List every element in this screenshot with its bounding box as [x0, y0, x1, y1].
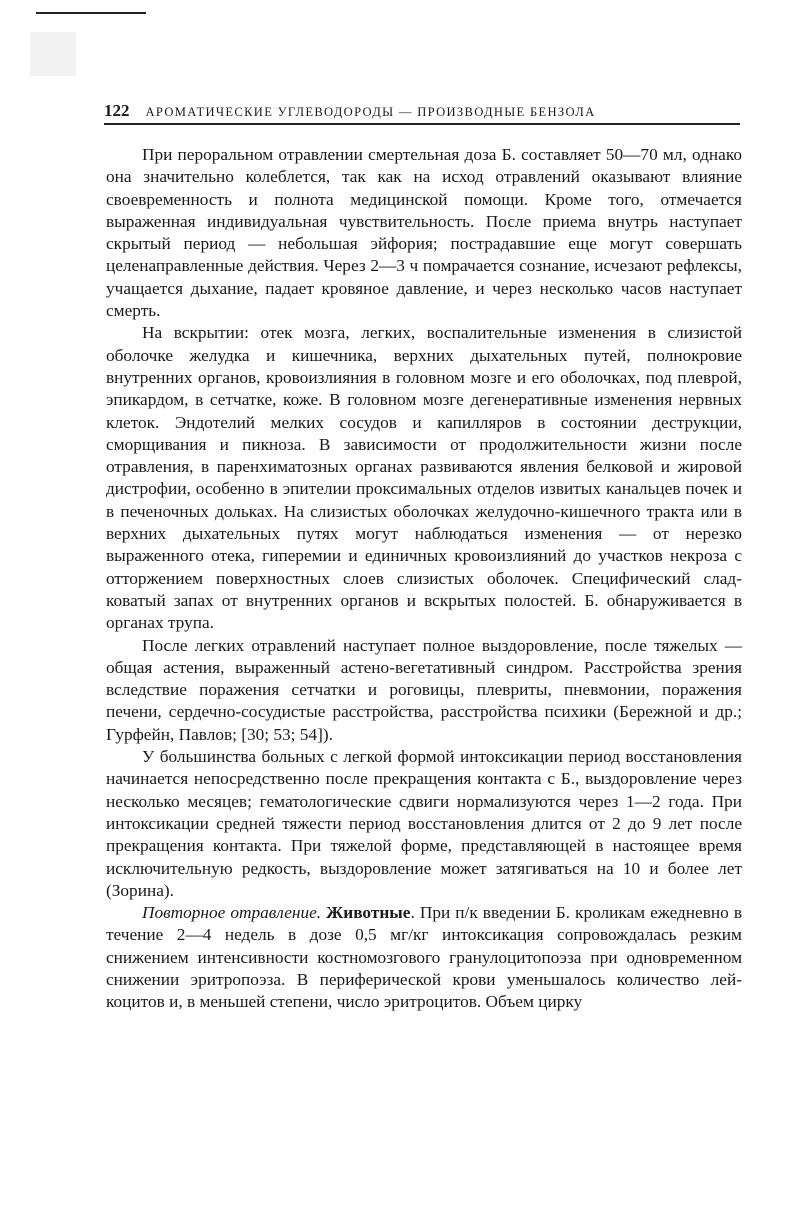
page-number: 122 — [104, 101, 130, 120]
running-head — [104, 101, 740, 125]
top-rule — [36, 12, 146, 14]
paragraph-autopsy: На вскрытии: отек мозга, легких, воспалительные изменения в слизистой оболочке желудка и кишечника, верхних дыхательных путей, полнокровие внутренних органов, кровоизлияния в головном мозге и его оболочках, под плеврой, эпикардом, в сетчатке, коже. В головном мозге дегенеративные изменения нервных клеток. Эндотелий мелких сосудов и капилляров в состоянии деструкции, сморщивания и пикноза. В зависимости от продолжительности жизни после отравления, в паренхиматозных органах развиваются явления белковой и жировой дистрофии, особенно в эпителии проксимальных отделов извитых канальцев почек и в печеночных дольках. На слизистых оболочках желудочно-кишечного тракта или в верхних дыхательных путях могут наблюдаться изменения — от нерезко выраженного отека, гиперемии и единичных кровоизлияний до участков некроза с отторжением поверхностных слоев слизистых оболочек. Специфический сладковатый запах от внутренних органов и вскрытых полостей. Б. обнаруживается в органах трупа. — [106, 323, 742, 633]
section-lead-italic: Повторное отравление. — [142, 903, 322, 923]
page-body — [106, 144, 742, 1014]
paragraph-repeated-text: . При п/к введении Б. кроликам ежедневно в течение 2—4 недель в дозе 0,5 мг/кг интоксикация сопровождалась резким снижением интенсивности костномозгового гранулоцитопоэза при одновременном снижении эритропоэза. В периферической крови уменьшалось количество лейкоцитов и, в меньшей степени, число эритроцитов. Объем цирку — [106, 903, 742, 1012]
scan-artifact — [30, 32, 76, 76]
running-head-title: АРОМАТИЧЕСКИЕ УГЛЕВОДОРОДЫ — ПРОИЗВОДНЫЕ БЕНЗОЛА — [145, 105, 596, 119]
paragraph-repeated-poisoning — [106, 902, 742, 1013]
paragraph-recovery: У большинства больных с легкой формой интоксикации период восстановления начинается непосредственно после прекращения контакта с Б., выздоровление через несколько месяцев; гематологические сдвиги нормализуются через 1—2 года. При интоксикации средней тяжести период восстановления длится от 2 до 9 лет после прекращения контакта. При тяжелой форме, представляющей в настоящее время исключительную редкость, выздоровление может затягиваться на 10 и более лет (Зорина). — [106, 747, 742, 900]
section-lead-bold: Животные — [326, 903, 411, 923]
paragraph-aftermath: После легких отравлений наступает полное выздоровление, после тяжелых — общая астения, выраженный астено-вегетативный синдром. Расстройства зрения вследствие поражения сетчатки и роговицы, плевриты, пневмонии, поражения печени, сердечно-сосудистые расстройства, расстройства психики (Бережной и др.; Гурфейн, Павлов; [30; 53; 54]). — [106, 635, 742, 744]
paragraph-oral-poisoning: При пероральном отравлении смертельная доза Б. составляет 50—70 мл, однако она значительно колеблется, так как на исход отравлений оказывают влияние своевременность и полнота медицинской помощи. Кроме того, отмечается выраженная индивидуальная чувствительность. После приема внутрь наступает скрытый период — небольшая эйфория; пострадавшие еще могут совершать целенаправленные действия. Через 2—3 ч помрачается сознание, исчезают рефлексы, учащается дыхание, падает кровяное давление, и через несколько часов наступает смерть. — [106, 145, 742, 321]
